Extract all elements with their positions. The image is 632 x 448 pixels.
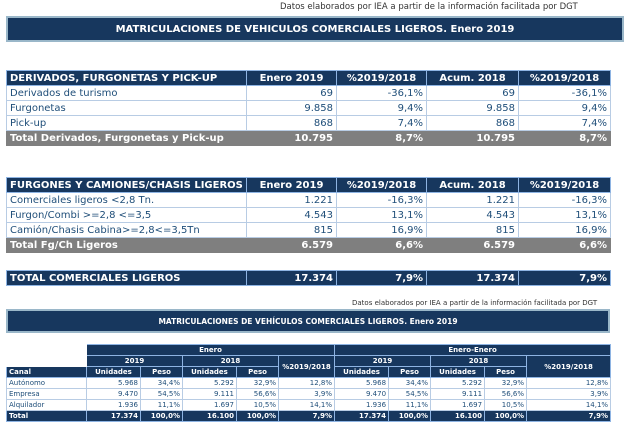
grand-total-row: [7, 271, 611, 286]
source-note-bottom: Datos elaborados por IEA a partir de la información facilitada por DGT: [352, 299, 598, 307]
cell-value: -36,1%: [337, 86, 427, 101]
row-label: Autónomo: [7, 378, 87, 389]
column-header: Unidades: [335, 367, 389, 378]
cell-value: 1.936: [87, 400, 141, 411]
canal-header: Canal: [7, 367, 87, 378]
row-label: TOTAL COMERCIALES LIGEROS: [7, 271, 247, 286]
cell-value: 4.543: [427, 208, 519, 223]
row-label: Furgon/Combi >=2,8 <=3,5: [7, 208, 247, 223]
table-row: [7, 86, 611, 101]
table-total-row: [7, 411, 611, 422]
cell-value: 11,1%: [141, 400, 183, 411]
table-furgones: [6, 177, 611, 253]
cell-value: 1.697: [183, 400, 237, 411]
cell-value: 16,9%: [337, 223, 427, 238]
row-label: Camión/Chasis Cabina>=2,8<=3,5Tn: [7, 223, 247, 238]
cell-value: 69: [247, 86, 337, 101]
table-derivados: [6, 70, 611, 146]
cell-value: 56,6%: [485, 389, 527, 400]
table-row: [7, 116, 611, 131]
table-header-row: [7, 178, 611, 193]
cell-value: 5.292: [183, 378, 237, 389]
column-header: Acum. 2018: [427, 178, 519, 193]
column-header: Unidades: [87, 367, 141, 378]
cell-value: 9.111: [431, 389, 485, 400]
cell-value: 9.111: [183, 389, 237, 400]
blank-cell: [7, 345, 87, 356]
cell-value: 7,9%: [527, 411, 611, 422]
row-label: Alquilador: [7, 400, 87, 411]
cell-value: -16,3%: [337, 193, 427, 208]
column-header: FURGONES Y CAMIONES/CHASIS LIGEROS: [7, 178, 247, 193]
cell-value: 6,6%: [337, 238, 427, 253]
cell-value: 32,9%: [485, 378, 527, 389]
cell-value: 14,1%: [527, 400, 611, 411]
table-total-row: [7, 131, 611, 146]
row-label: Pick-up: [7, 116, 247, 131]
column-header: Peso: [485, 367, 527, 378]
cell-value: -16,3%: [519, 193, 611, 208]
cell-value: 17.374: [427, 271, 519, 286]
column-header: Unidades: [183, 367, 237, 378]
cell-value: 100,0%: [389, 411, 431, 422]
cell-value: 1.697: [431, 400, 485, 411]
cell-value: 54,5%: [389, 389, 431, 400]
year-header: 2018: [183, 356, 279, 367]
column-header: Enero 2019: [247, 178, 337, 193]
table-header-row: [7, 71, 611, 86]
table-grand-total: [6, 270, 611, 286]
cell-value: 17.374: [247, 271, 337, 286]
column-header: Peso: [141, 367, 183, 378]
cell-value: 10.795: [247, 131, 337, 146]
cell-value: 1.221: [247, 193, 337, 208]
cell-value: 10,5%: [237, 400, 279, 411]
column-header: Unidades: [431, 367, 485, 378]
cell-value: -36,1%: [519, 86, 611, 101]
cell-value: 1.936: [335, 400, 389, 411]
cell-value: 34,4%: [389, 378, 431, 389]
table-row: [7, 223, 611, 238]
cell-value: 5.292: [431, 378, 485, 389]
cell-value: 7,4%: [337, 116, 427, 131]
cell-value: 56,6%: [237, 389, 279, 400]
row-label: Derivados de turismo: [7, 86, 247, 101]
column-header: %2019/2018: [519, 178, 611, 193]
cell-value: 69: [427, 86, 519, 101]
row-label: Comerciales ligeros <2,8 Tn.: [7, 193, 247, 208]
cell-value: 12,8%: [527, 378, 611, 389]
table-row: [7, 378, 611, 389]
group-header-enero: Enero: [87, 345, 335, 356]
column-header: Enero 2019: [247, 71, 337, 86]
second-title-banner: [6, 309, 610, 333]
cell-value: 100,0%: [237, 411, 279, 422]
cell-value: 9,4%: [337, 101, 427, 116]
column-header: Acum. 2018: [427, 71, 519, 86]
cell-value: 815: [247, 223, 337, 238]
pct-header: %2019/2018: [527, 356, 611, 378]
table-total-row: [7, 238, 611, 253]
cell-value: 8,7%: [337, 131, 427, 146]
cell-value: 868: [247, 116, 337, 131]
blank-cell: [7, 356, 87, 367]
cell-value: 868: [427, 116, 519, 131]
cell-value: 7,9%: [279, 411, 335, 422]
table-row: [7, 389, 611, 400]
cell-value: 9.858: [247, 101, 337, 116]
cell-value: 17.374: [87, 411, 141, 422]
cell-value: 34,4%: [141, 378, 183, 389]
cell-value: 10,5%: [485, 400, 527, 411]
cell-value: 7,9%: [337, 271, 427, 286]
cell-value: 13,1%: [519, 208, 611, 223]
row-label: Total Derivados, Furgonetas y Pick-up: [7, 131, 247, 146]
table-canal: [6, 344, 611, 422]
cell-value: 9.470: [87, 389, 141, 400]
cell-value: 8,7%: [519, 131, 611, 146]
row-label: Total: [7, 411, 87, 422]
column-header: Peso: [389, 367, 431, 378]
cell-value: 9.858: [427, 101, 519, 116]
group-header-acum: Enero-Enero: [335, 345, 611, 356]
column-header: %2019/2018: [337, 178, 427, 193]
cell-value: 100,0%: [141, 411, 183, 422]
cell-value: 815: [427, 223, 519, 238]
table-row: [7, 400, 611, 411]
main-title-banner: [6, 16, 624, 42]
cell-value: 12,8%: [279, 378, 335, 389]
cell-value: 9.470: [335, 389, 389, 400]
row-label: Furgonetas: [7, 101, 247, 116]
cell-value: 7,4%: [519, 116, 611, 131]
cell-value: 6,6%: [519, 238, 611, 253]
second-title: MATRICULACIONES DE VEHÍCULOS COMERCIALES LIGEROS. Enero 2019: [158, 316, 458, 326]
cell-value: 5.968: [335, 378, 389, 389]
cell-value: 17.374: [335, 411, 389, 422]
cell-value: 3,9%: [279, 389, 335, 400]
cell-value: 14,1%: [279, 400, 335, 411]
cell-value: 6.579: [427, 238, 519, 253]
cell-value: 32,9%: [237, 378, 279, 389]
column-header: Peso: [237, 367, 279, 378]
main-title: MATRICULACIONES DE VEHICULOS COMERCIALES LIGEROS. Enero 2019: [115, 23, 515, 35]
cell-value: 5.968: [87, 378, 141, 389]
cell-value: 1.221: [427, 193, 519, 208]
cell-value: 16.100: [431, 411, 485, 422]
cell-value: 54,5%: [141, 389, 183, 400]
cell-value: 16,9%: [519, 223, 611, 238]
year-header: 2018: [431, 356, 527, 367]
row-label: Total Fg/Ch Ligeros: [7, 238, 247, 253]
table-row: [7, 101, 611, 116]
cell-value: 100,0%: [485, 411, 527, 422]
column-header: %2019/2018: [337, 71, 427, 86]
year-header: 2019: [87, 356, 183, 367]
cell-value: 4.543: [247, 208, 337, 223]
table-row: [7, 193, 611, 208]
column-header: %2019/2018: [519, 71, 611, 86]
year-header-row: [7, 356, 611, 367]
cell-value: 3,9%: [527, 389, 611, 400]
cell-value: 13,1%: [337, 208, 427, 223]
source-note-top: Datos elaborados por IEA a partir de la información facilitada por DGT: [280, 2, 578, 12]
table-row: [7, 208, 611, 223]
pct-header: %2019/2018: [279, 356, 335, 378]
cell-value: 9,4%: [519, 101, 611, 116]
year-header: 2019: [335, 356, 431, 367]
cell-value: 6.579: [247, 238, 337, 253]
row-label: Empresa: [7, 389, 87, 400]
cell-value: 7,9%: [519, 271, 611, 286]
cell-value: 10.795: [427, 131, 519, 146]
column-header: DERIVADOS, FURGONETAS Y PICK-UP: [7, 71, 247, 86]
cell-value: 11,1%: [389, 400, 431, 411]
group-header-row: [7, 345, 611, 356]
cell-value: 16.100: [183, 411, 237, 422]
